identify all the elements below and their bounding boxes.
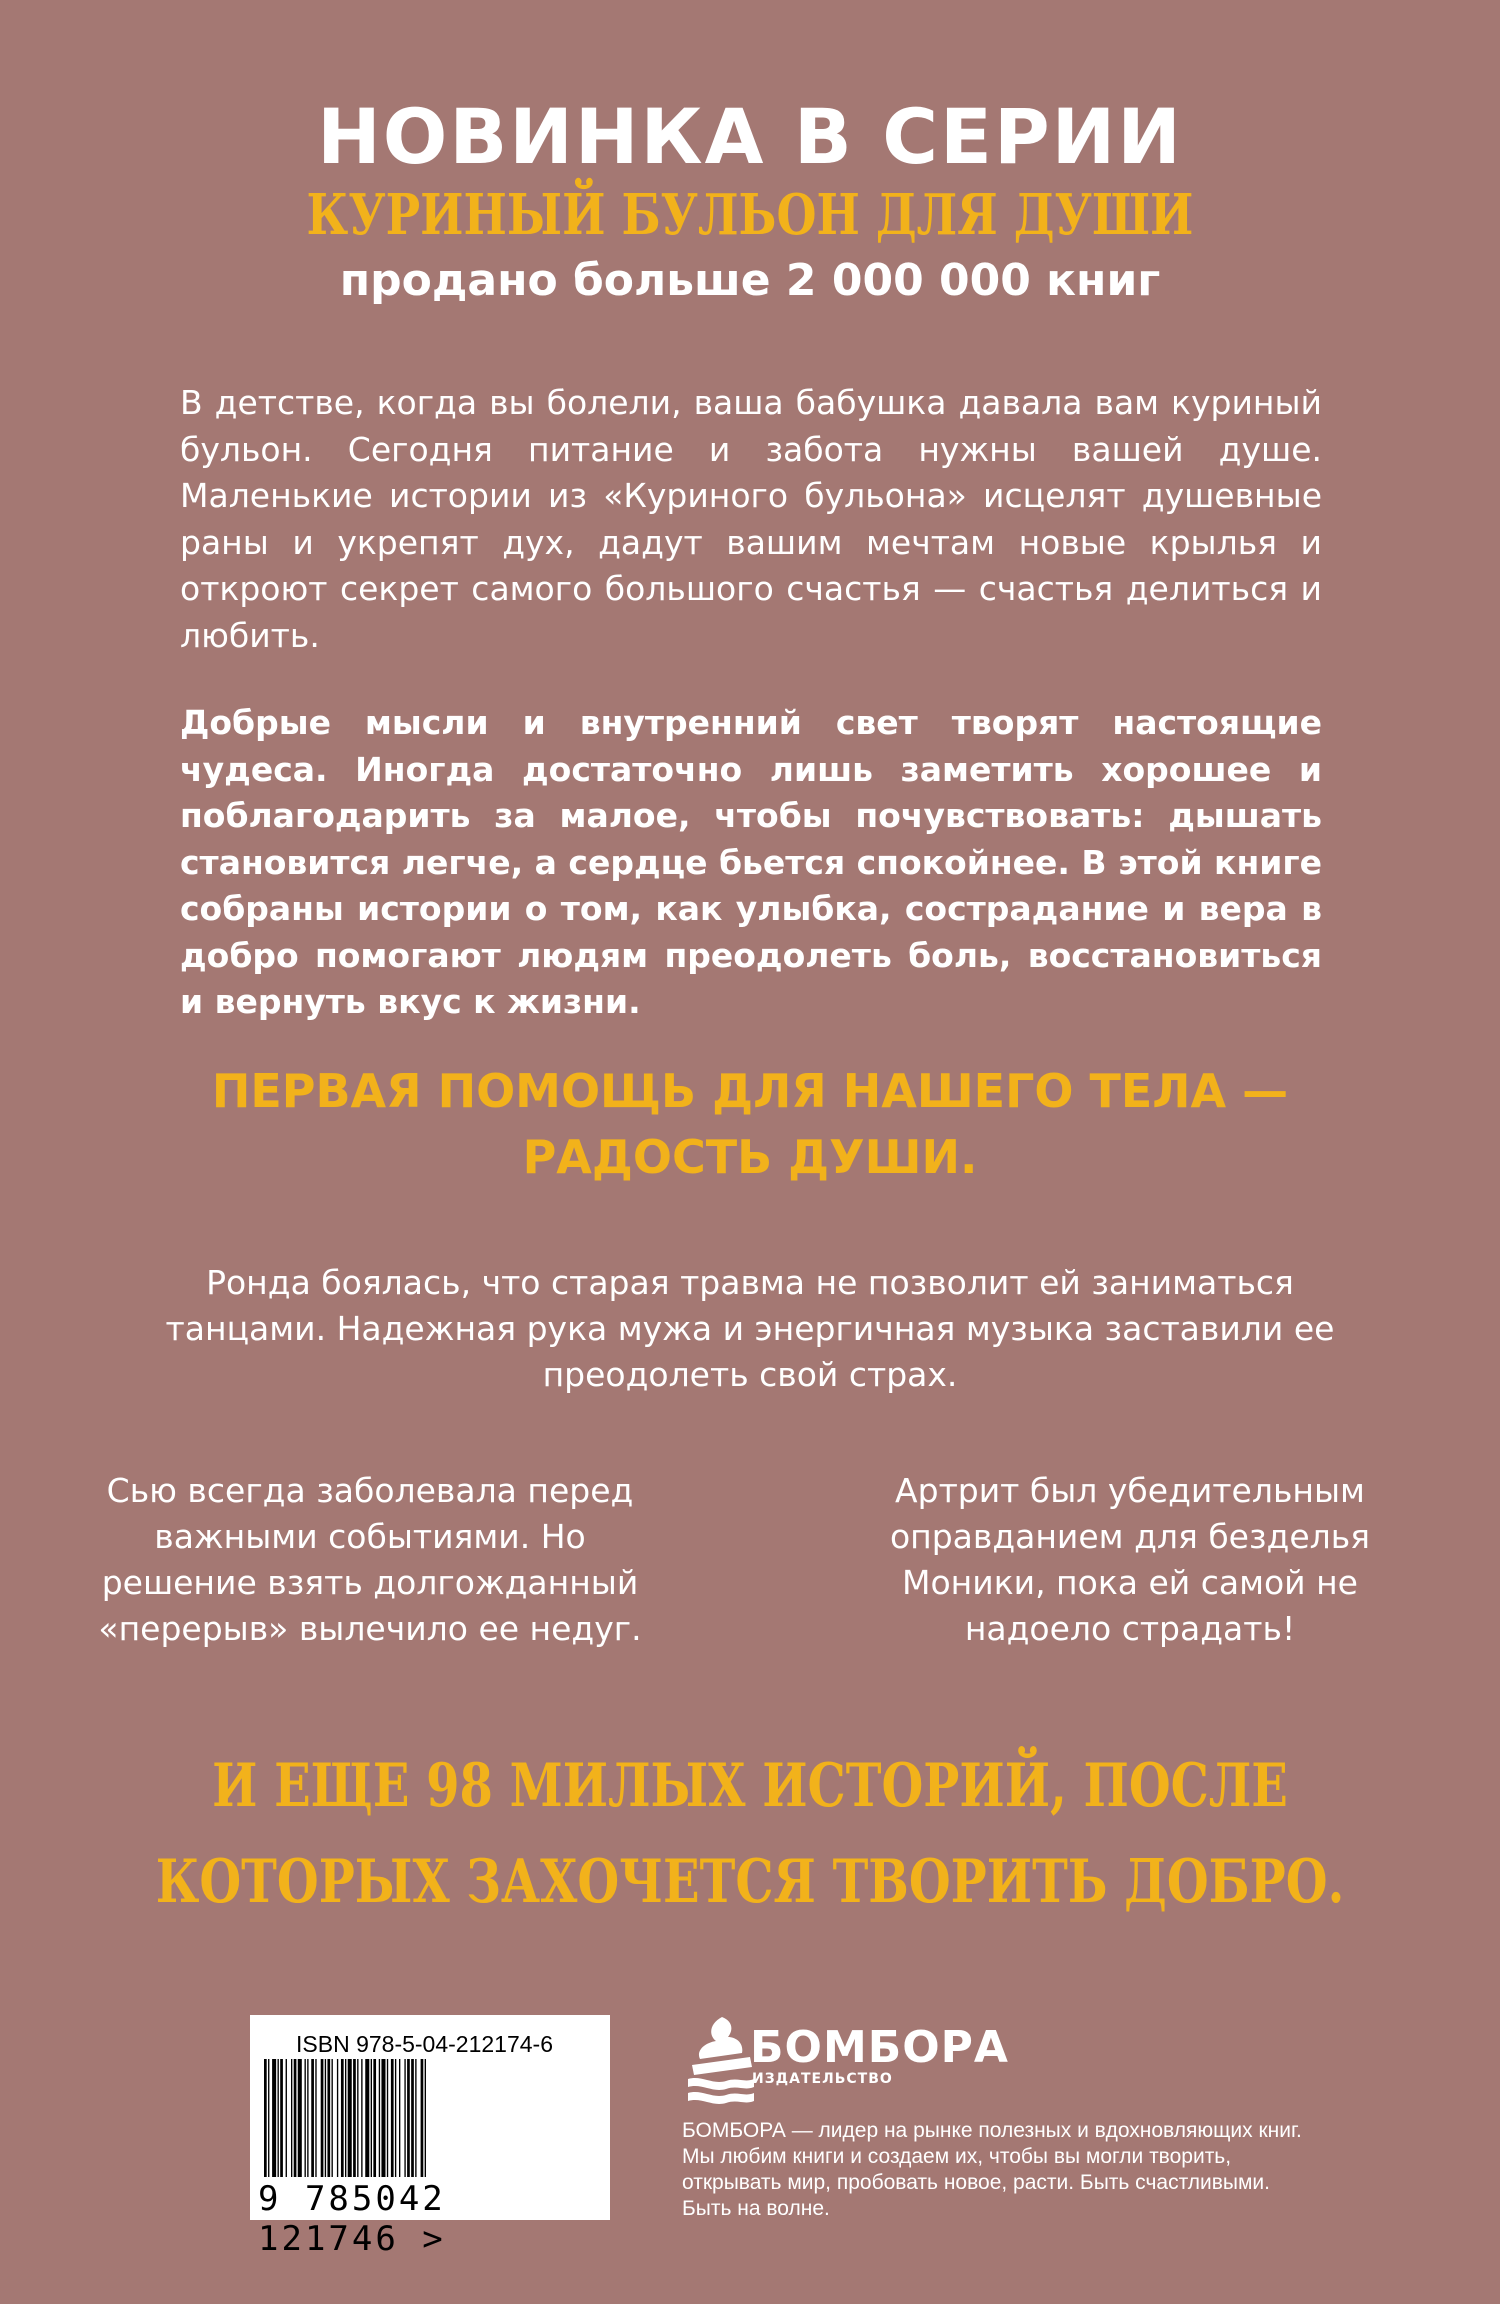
barcode-bar — [415, 2059, 416, 2177]
slogan — [0, 1058, 1500, 1190]
barcode-bar — [268, 2059, 269, 2177]
cta-line-2: КОТОРЫХ ЗАХОЧЕТСЯ ТВОРИТЬ ДОБРО. — [155, 1847, 1345, 1917]
barcode-bar — [341, 2059, 344, 2177]
barcode-bar — [391, 2059, 394, 2177]
publisher-about: БОМБОРА — лидер на рынке полезных и вдохновляющих книг. Мы любим книги и создаем их, чтобы вы могли творить, открывать мир, пробовать новое, расти. Быть счастливыми. Быть на волне. — [682, 2119, 1302, 2220]
barcode-bar — [294, 2059, 297, 2177]
barcode-bar — [327, 2059, 330, 2177]
barcode-bar — [291, 2059, 292, 2177]
barcode-bar — [321, 2059, 324, 2177]
barcode-bar — [307, 2059, 308, 2177]
barcode-bar — [305, 2059, 306, 2177]
barcode-bar — [404, 2059, 405, 2177]
cta-line-1: И ЕЩЕ 98 МИЛЫХ ИСТОРИЙ, ПОСЛЕ — [212, 1751, 1288, 1821]
bold-paragraph: Добрые мысли и внутренний свет творят настоящие чудеса. Иногда достаточно лишь заметить хорошее и поблагодарить за малое, чтобы почувствовать: дышать становится легче, а сердце бьется спокойнее. В этой книге собраны истории о том, как улыбка, сострадание и вера в добро помогают людям преодолеть боль, восстановиться и вернуть вкус к жизни. — [180, 703, 1322, 1021]
barcode-bar — [395, 2059, 396, 2177]
barcode-icon — [262, 2059, 588, 2177]
barcode-bar — [278, 2059, 279, 2177]
story-monica: Артрит был убедительным оправданием для безделья Моники, пока ей самой не надоело страдать! — [889, 1471, 1371, 1648]
publisher-subtitle: ИЗДАТЕЛЬСТВО — [752, 2071, 893, 2087]
publisher-name: БОМБОРА — [750, 2022, 1009, 2073]
barcode-bar — [286, 2059, 287, 2177]
barcode-bar — [361, 2059, 362, 2177]
barcode-bar — [332, 2059, 333, 2177]
call-to-action — [150, 1738, 1350, 1930]
barcode-bar — [280, 2059, 283, 2177]
sales-count: продано больше 2 000 000 книг — [339, 255, 1161, 306]
barcode-bar — [353, 2059, 356, 2177]
barcode-bar — [348, 2059, 352, 2177]
slogan-line-1: ПЕРВАЯ ПОМОЩЬ ДЛЯ НАШЕГО ТЕЛА — — [211, 1064, 1289, 1118]
barcode-bar — [357, 2059, 358, 2177]
intro-paragraph: В детстве, когда вы болели, ваша бабушка давала вам куриный бульон. Сегодня питание и забота нужны вашей душе. Маленькие истории из «Куриного бульона» исцелят душевные раны и укрепят дух, дадут вашим мечтам новые крылья и откроют секрет самого большого счастья — счастья делиться и любить. — [180, 383, 1322, 655]
barcode-bar — [298, 2059, 302, 2177]
barcode-bar — [399, 2059, 400, 2177]
barcode-bar — [315, 2059, 316, 2177]
barcode-bar — [425, 2059, 426, 2177]
barcode-bar — [421, 2059, 424, 2177]
barcode-bar — [407, 2059, 410, 2177]
barcode-bar — [311, 2059, 314, 2177]
slogan-line-2: РАДОСТЬ ДУШИ. — [522, 1130, 978, 1184]
barcode-bar — [345, 2059, 346, 2177]
barcode-bar — [272, 2059, 276, 2177]
barcode-bar — [264, 2059, 267, 2177]
isbn-number: 9 785042 121746 > — [258, 2179, 446, 2259]
barcode-bar — [325, 2059, 326, 2177]
barcode-bar — [379, 2059, 380, 2177]
series-label: НОВИНКА В СЕРИИ — [317, 92, 1183, 181]
story-ronda: Ронда боялась, что старая травма не позволит ей заниматься танцами. Надежная рука мужа и энергичная музыка заставили ее преодолеть свой страх. — [165, 1263, 1335, 1394]
barcode-bar — [373, 2059, 376, 2177]
isbn-barcode-box — [250, 2015, 610, 2259]
barcode-bar — [381, 2059, 385, 2177]
series-name: КУРИНЫЙ БУЛЬОН ДЛЯ ДУШИ — [306, 182, 1194, 248]
barcode-bar — [337, 2059, 338, 2177]
story-sue: Сью всегда заболевала перед важными событиями. Но решение взять долгожданный «перерыв» вылечило ее недуг. — [98, 1471, 642, 1648]
barcode-bar — [411, 2059, 414, 2177]
isbn-label: ISBN 978-5-04-212174-6 — [296, 2031, 553, 2057]
barcode-bar — [387, 2059, 388, 2177]
barcode-bar — [365, 2059, 369, 2177]
barcode-bar — [371, 2059, 372, 2177]
